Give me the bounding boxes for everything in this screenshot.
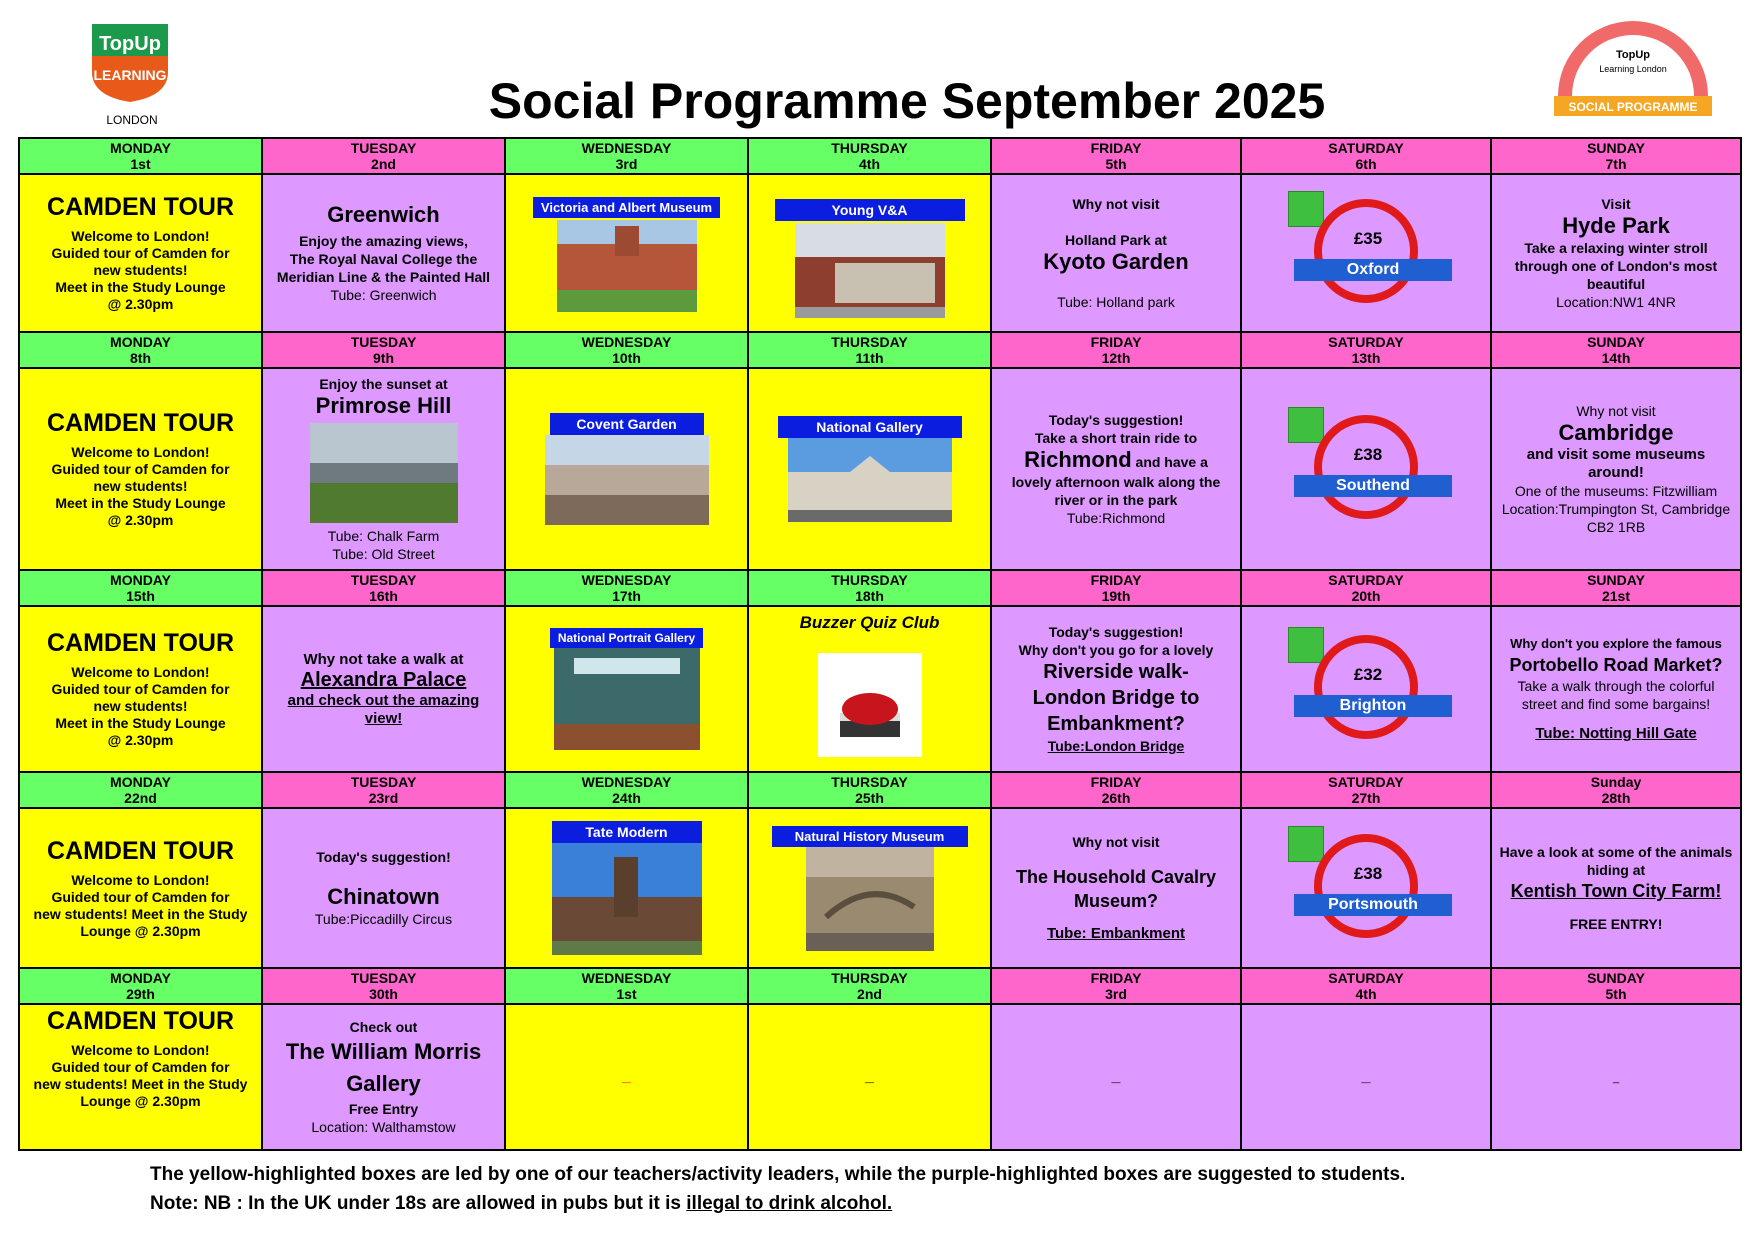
week1-content-row — [19, 174, 1741, 332]
header-saturday: SATURDAY 27th — [1241, 772, 1491, 808]
event-national-portrait-gallery: National Portrait Gallery — [505, 606, 748, 772]
svg-text:SOCIAL PROGRAMME: SOCIAL PROGRAMME — [1568, 100, 1698, 114]
week2-content-row — [19, 368, 1741, 570]
page-title: Social Programme September 2025 — [488, 73, 1326, 129]
trip-oxford — [1241, 174, 1491, 332]
svg-text:LEARNING: LEARNING — [93, 67, 167, 83]
header-friday: FRIDAY 26th — [991, 772, 1241, 808]
empty-day: _ — [1491, 1004, 1741, 1150]
header-tuesday: TUESDAY 9th — [262, 332, 505, 368]
calendar-table — [18, 137, 1742, 1151]
event-camden-tour: CAMDEN TOUR Welcome to London! Guided tour of Camden for new students! Meet in the Study Lounge @ 2.30pm — [19, 174, 262, 332]
header-saturday: SATURDAY 4th — [1241, 968, 1491, 1004]
svg-text:TopUp: TopUp — [99, 33, 161, 55]
week1-header-row — [19, 138, 1741, 174]
header-monday: MONDAY 22nd — [19, 772, 262, 808]
header-sunday: SUNDAY 21st — [1491, 570, 1741, 606]
trip-southend — [1241, 368, 1491, 570]
header-thursday: THURSDAY 2nd — [748, 968, 991, 1004]
sunburst-badge-icon — [1548, 16, 1718, 116]
event-riverside-walk: Today's suggestion! Why don't you go for a lovely Riverside walk- London Bridge to Embankment? Tube:London Bridge — [991, 606, 1241, 772]
event-cambridge: Why not visit Cambridge and visit some museums around! One of the museums: Fitzwilliam Location:Trumpington St, Cambridge CB2 1RB — [1491, 368, 1741, 570]
event-young-va: Young V&A — [748, 174, 991, 332]
header-wednesday: WEDNESDAY 1st — [505, 968, 748, 1004]
event-buzzer-quiz: Buzzer Quiz Club — [748, 606, 991, 772]
header-friday: FRIDAY 12th — [991, 332, 1241, 368]
green-badge-icon — [1288, 627, 1324, 663]
event-alexandra-palace: Why not take a walk at Alexandra Palace and check out the amazing view! — [262, 606, 505, 772]
young-va-photo — [795, 223, 945, 318]
trip-roundel-sign: Southend £38 — [1286, 409, 1446, 529]
header-tuesday: TUESDAY 23rd — [262, 772, 505, 808]
week3-header-row — [19, 570, 1741, 606]
portrait-gallery-photo — [554, 648, 700, 750]
header-thursday: THURSDAY 25th — [748, 772, 991, 808]
footer-note: Note: NB : In the UK under 18s are allowed in pubs but it is illegal to drink alcohol. — [150, 1193, 893, 1214]
header-tuesday: TUESDAY 30th — [262, 968, 505, 1004]
empty-day: _ — [991, 1004, 1241, 1150]
empty-day: _ — [505, 1004, 748, 1150]
green-badge-icon — [1288, 826, 1324, 862]
event-tate-modern: Tate Modern — [505, 808, 748, 968]
green-badge-icon — [1288, 191, 1324, 227]
event-hyde-park: Visit Hyde Park Take a relaxing winter stroll through one of London's most beautiful Location:NW1 4NR — [1491, 174, 1741, 332]
trip-roundel-sign: Portsmouth £38 — [1286, 828, 1446, 948]
trip-brighton — [1241, 606, 1491, 772]
header-tuesday: TUESDAY 16th — [262, 570, 505, 606]
event-camden-tour: CAMDEN TOUR Welcome to London! Guided tour of Camden for new students! Meet in the Study Lounge @ 2.30pm — [19, 368, 262, 570]
event-camden-tour: CAMDEN TOUR Welcome to London! Guided tour of Camden for new students! Meet in the Study Lounge @ 2.30pm — [19, 606, 262, 772]
trip-roundel-sign: Brighton £32 — [1286, 629, 1446, 749]
event-national-gallery: National Gallery — [748, 368, 991, 570]
header-wednesday: WEDNESDAY 17th — [505, 570, 748, 606]
week5-header-row — [19, 968, 1741, 1004]
event-portobello-road: Why don't you explore the famous Portobello Road Market? Take a walk through the colorful street and find some bargains! Tube: Notting Hill Gate — [1491, 606, 1741, 772]
event-covent-garden: Covent Garden — [505, 368, 748, 570]
week3-content-row — [19, 606, 1741, 772]
empty-day: _ — [748, 1004, 991, 1150]
event-primrose-hill: Enjoy the sunset at Primrose Hill Tube: Chalk Farm Tube: Old Street — [262, 368, 505, 570]
buzzer-icon — [818, 653, 922, 757]
event-camden-tour: CAMDEN TOUR Welcome to London! Guided tour of Camden for new students! Meet in the Study Lounge @ 2.30pm — [19, 808, 262, 968]
event-camden-tour: CAMDEN TOUR Welcome to London! Guided tour of Camden for new students! Meet in the Study Lounge @ 2.30pm — [19, 1004, 262, 1150]
header-sunday: Sunday 28th — [1491, 772, 1741, 808]
week2-header-row — [19, 332, 1741, 368]
header-sunday: SUNDAY 5th — [1491, 968, 1741, 1004]
week4-content-row — [19, 808, 1741, 968]
event-natural-history-museum: Natural History Museum — [748, 808, 991, 968]
header-thursday: THURSDAY 11th — [748, 332, 991, 368]
header-monday: MONDAY 15th — [19, 570, 262, 606]
event-richmond: Today's suggestion! Take a short train ride to Richmond and have a lovely afternoon walk along the river or in the park Tube:Richmond — [991, 368, 1241, 570]
trip-portsmouth — [1241, 808, 1491, 968]
svg-text:Learning London: Learning London — [1599, 64, 1667, 74]
header-friday: FRIDAY 3rd — [991, 968, 1241, 1004]
header-monday: MONDAY 8th — [19, 332, 262, 368]
week4-header-row — [19, 772, 1741, 808]
event-household-cavalry: Why not visit The Household Cavalry Museum? Tube: Embankment — [991, 808, 1241, 968]
green-badge-icon — [1288, 407, 1324, 443]
header-monday: MONDAY 1st — [19, 138, 262, 174]
header-wednesday: WEDNESDAY 24th — [505, 772, 748, 808]
header-saturday: SATURDAY 13th — [1241, 332, 1491, 368]
header-sunday: SUNDAY 14th — [1491, 332, 1741, 368]
primrose-hill-photo — [310, 423, 458, 523]
event-va-museum: Victoria and Albert Museum — [505, 174, 748, 332]
event-chinatown: Today's suggestion! Chinatown Tube:Piccadilly Circus — [262, 808, 505, 968]
covent-garden-photo — [545, 435, 709, 525]
header-sunday: SUNDAY 7th — [1491, 138, 1741, 174]
footer-notes — [150, 1160, 1405, 1218]
event-william-morris-gallery: Check out The William Morris Gallery Free Entry Location: Walthamstow — [262, 1004, 505, 1150]
event-greenwich: Greenwich Enjoy the amazing views, The Royal Naval College the Meridian Line & the Painted Hall Tube: Greenwich — [262, 174, 505, 332]
logo-location: LONDON — [106, 113, 158, 127]
empty-day: _ — [1241, 1004, 1491, 1150]
header-friday: FRIDAY 5th — [991, 138, 1241, 174]
header-saturday: SATURDAY 20th — [1241, 570, 1491, 606]
social-programme-logo — [1548, 16, 1718, 116]
header-wednesday: WEDNESDAY 3rd — [505, 138, 748, 174]
header-tuesday: TUESDAY 2nd — [262, 138, 505, 174]
natural-history-photo — [806, 847, 934, 951]
event-kentish-town-farm: Have a look at some of the animals hiding at Kentish Town City Farm! FREE ENTRY! — [1491, 808, 1741, 968]
event-kyoto-garden: Why not visit Holland Park at Kyoto Garden Tube: Holland park — [991, 174, 1241, 332]
header-thursday: THURSDAY 4th — [748, 138, 991, 174]
header-wednesday: WEDNESDAY 10th — [505, 332, 748, 368]
header-thursday: THURSDAY 18th — [748, 570, 991, 606]
footer-legend: The yellow-highlighted boxes are led by one of our teachers/activity leaders, while the purple-highlighted boxes are suggested to students. — [150, 1164, 1406, 1185]
header-friday: FRIDAY 19th — [991, 570, 1241, 606]
va-museum-photo — [557, 220, 697, 312]
tate-modern-photo — [552, 843, 702, 955]
trip-roundel-sign: Oxford £35 — [1286, 193, 1446, 313]
header-monday: MONDAY 29th — [19, 968, 262, 1004]
header-saturday: SATURDAY 6th — [1241, 138, 1491, 174]
week5-content-row — [19, 1004, 1741, 1150]
svg-text:TopUp: TopUp — [1615, 49, 1651, 61]
national-gallery-photo — [788, 438, 952, 522]
